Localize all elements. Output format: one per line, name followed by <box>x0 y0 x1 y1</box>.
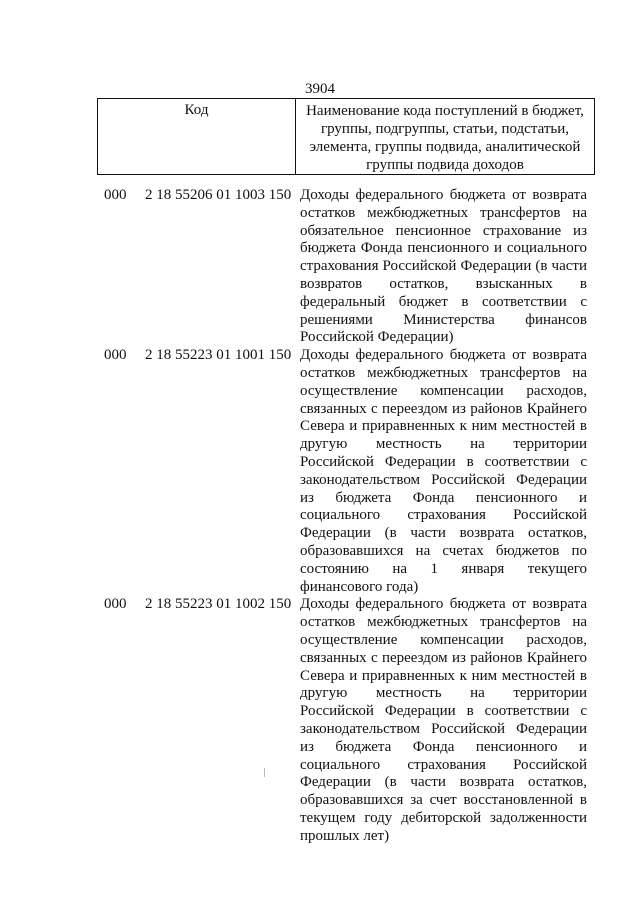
admin-code: 000 <box>104 596 127 613</box>
table-row <box>0 596 640 845</box>
revenue-code: 2 18 55223 01 1001 150 <box>145 347 292 364</box>
page-number: 3904 <box>305 81 335 97</box>
table-row <box>0 347 640 596</box>
admin-code: 000 <box>104 187 127 203</box>
table-row <box>0 187 640 347</box>
scan-mark <box>264 768 265 777</box>
revenue-description: Доходы федерального бюджета от возврата остатков межбюджетных трансфертов на осуществление компенсации расходов, связанных с переездом из районов Крайнего Севера и приравненных к ним местностей в другую местность на территории Российской Федерации в соответствии с законодательством Российской Федерации из бюджета Фонда пенсионного и социального страхования Российской Федерации (в части возврата остатков, образовавшихся за счет восстановленной в текущем году дебиторской задолженности прошлых лет) <box>300 596 587 844</box>
revenue-description: Доходы федерального бюджета от возврата остатков межбюджетных трансфертов на осуществление компенсации расходов, связанных с переездом из районов Крайнего Севера и приравненных к ним местностей в другую местность на территории Российской Федерации в соответствии с законодательством Российской Федерации из бюджета Фонда пенсионного и социального страхования Российской Федерации (в части возврата остатков, образовавшихся на счетах бюджетов по состоянию на 1 января текущего финансового года) <box>300 347 587 595</box>
revenue-code: 2 18 55206 01 1003 150 <box>145 187 292 203</box>
admin-code: 000 <box>104 347 127 364</box>
header-code-label: Код <box>98 99 296 174</box>
header-name-label: Наименование кода поступлений в бюджет, группы, подгруппы, статьи, подстатьи, элемента, группы подвида, аналитической группы подвида доходов <box>306 103 584 173</box>
revenue-description: Доходы федерального бюджета от возврата остатков межбюджетных трансфертов на обязательное пенсионное страхование из бюджета Фонда пенсионного и социального страхования Российской Федерации (в части возвратов остатков, взысканных в федеральный бюджет в соответствии с решениями Министерства финансов Российской Федерации) <box>300 187 587 346</box>
revenue-code: 2 18 55223 01 1002 150 <box>145 596 292 613</box>
table-header <box>97 98 595 175</box>
table-body <box>0 187 640 845</box>
